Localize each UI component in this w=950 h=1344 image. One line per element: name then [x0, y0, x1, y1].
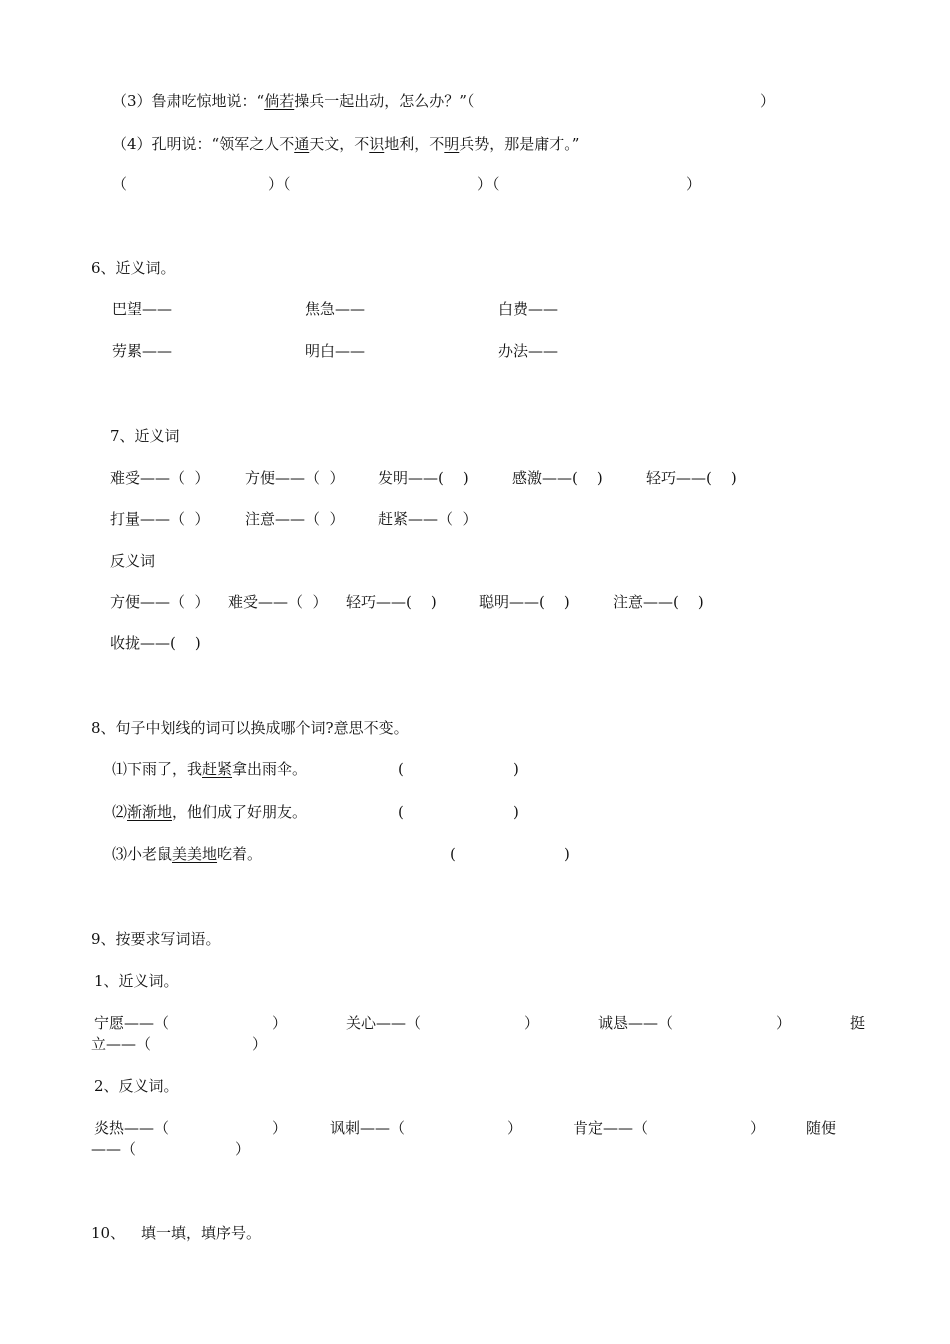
q5-line-3: （3）鲁肃吃惊地说：“倘若操兵一起出动，怎么办？”（	[112, 92, 475, 110]
blank-close: ）	[760, 92, 776, 110]
q10-number: 10、	[91, 1224, 126, 1242]
underlined-word: 美美地	[172, 845, 218, 863]
antonym-item[interactable]: 难受——（ ）	[228, 593, 328, 611]
underlined-word: 赶紧	[202, 760, 233, 778]
q8-sentence-2: ⑵渐渐地，他们成了好朋友。	[112, 803, 308, 821]
antonym-item[interactable]: ——（	[91, 1140, 137, 1158]
blank-close: ）	[776, 1014, 792, 1032]
synonym-item: 办法——	[498, 342, 559, 360]
underlined-word: 倘若	[264, 92, 295, 110]
q9-heading: 9、按要求写词语。	[91, 930, 221, 948]
answer-blank-close: )	[513, 803, 519, 821]
antonym-item[interactable]: 肯定——（	[573, 1119, 649, 1137]
blank-close: ）	[272, 1119, 288, 1137]
antonym-item[interactable]: 讽刺——（	[330, 1119, 406, 1137]
antonym-item[interactable]: 注意——( )	[613, 593, 704, 611]
synonym-item[interactable]: 打量——（ ）	[110, 510, 210, 528]
antonym-heading: 反义词	[110, 552, 156, 570]
antonym-item[interactable]: 炎热——（	[94, 1119, 170, 1137]
synonym-item[interactable]: 立——（	[91, 1035, 152, 1053]
synonym-item[interactable]: 方便——（ ）	[245, 469, 345, 487]
antonym-item[interactable]: 收拢——( )	[110, 634, 201, 652]
synonym-item[interactable]: 轻巧——( )	[646, 469, 737, 487]
answer-blank-close: )	[564, 845, 570, 863]
underlined-word: 通	[294, 135, 310, 153]
antonym-item[interactable]: 聪明——( )	[479, 593, 570, 611]
blank-close: ）	[524, 1014, 540, 1032]
underlined-word: 明	[444, 135, 460, 153]
synonym-item[interactable]: 诚恳——（	[598, 1014, 674, 1032]
antonym-item: 随便	[806, 1119, 837, 1137]
synonym-item: 白费——	[498, 300, 559, 318]
answer-blank-open[interactable]: (	[398, 760, 404, 778]
q8-heading: 8、句子中划线的词可以换成哪个词?意思不变。	[91, 719, 409, 737]
q9-sub-synonym: 1、近义词。	[94, 972, 179, 990]
q9-sub-antonym: 2、反义词。	[94, 1077, 179, 1095]
synonym-item: 巴望——	[112, 300, 173, 318]
antonym-item[interactable]: 方便——（ ）	[110, 593, 210, 611]
synonym-item[interactable]: 注意——（ ）	[245, 510, 345, 528]
synonym-item[interactable]: 难受——（ ）	[110, 469, 210, 487]
synonym-item[interactable]: 发明——( )	[378, 469, 469, 487]
underlined-word: 渐渐地	[127, 803, 173, 821]
synonym-item: 焦急——	[305, 300, 366, 318]
blank-close: ）	[750, 1119, 766, 1137]
answer-blank[interactable]: ）（	[268, 175, 291, 193]
answer-blank[interactable]: （	[112, 175, 128, 193]
q10-heading: 填一填，填序号。	[141, 1224, 262, 1242]
synonym-item[interactable]: 关心——（	[346, 1014, 422, 1032]
antonym-item[interactable]: 轻巧——( )	[346, 593, 437, 611]
answer-blank: ）	[686, 175, 702, 193]
answer-blank-close: )	[513, 760, 519, 778]
blank-close: ）	[507, 1119, 523, 1137]
q7-heading: 7、近义词	[110, 427, 180, 445]
blank-close: ）	[272, 1014, 288, 1032]
synonym-item: 明白——	[305, 342, 366, 360]
blank-close: ）	[235, 1140, 251, 1158]
synonym-item[interactable]: 感激——( )	[512, 469, 603, 487]
synonym-item: 劳累——	[112, 342, 173, 360]
synonym-item[interactable]: 宁愿——（	[94, 1014, 170, 1032]
underlined-word: 识	[369, 135, 385, 153]
q8-sentence-1: ⑴下雨了，我赶紧拿出雨伞。	[112, 760, 308, 778]
q8-sentence-3: ⑶小老鼠美美地吃着。	[112, 845, 263, 863]
q6-heading: 6、近义词。	[91, 259, 176, 277]
synonym-item: 挺	[850, 1014, 866, 1032]
answer-blank[interactable]: ）（	[477, 175, 500, 193]
answer-blank-open[interactable]: (	[450, 845, 456, 863]
q5-line-4: （4）孔明说：“领军之人不通天文，不识地利，不明兵势，那是庸才。”	[112, 135, 580, 153]
synonym-item[interactable]: 赶紧——（ ）	[378, 510, 478, 528]
answer-blank-open[interactable]: (	[398, 803, 404, 821]
blank-close: ）	[252, 1035, 268, 1053]
